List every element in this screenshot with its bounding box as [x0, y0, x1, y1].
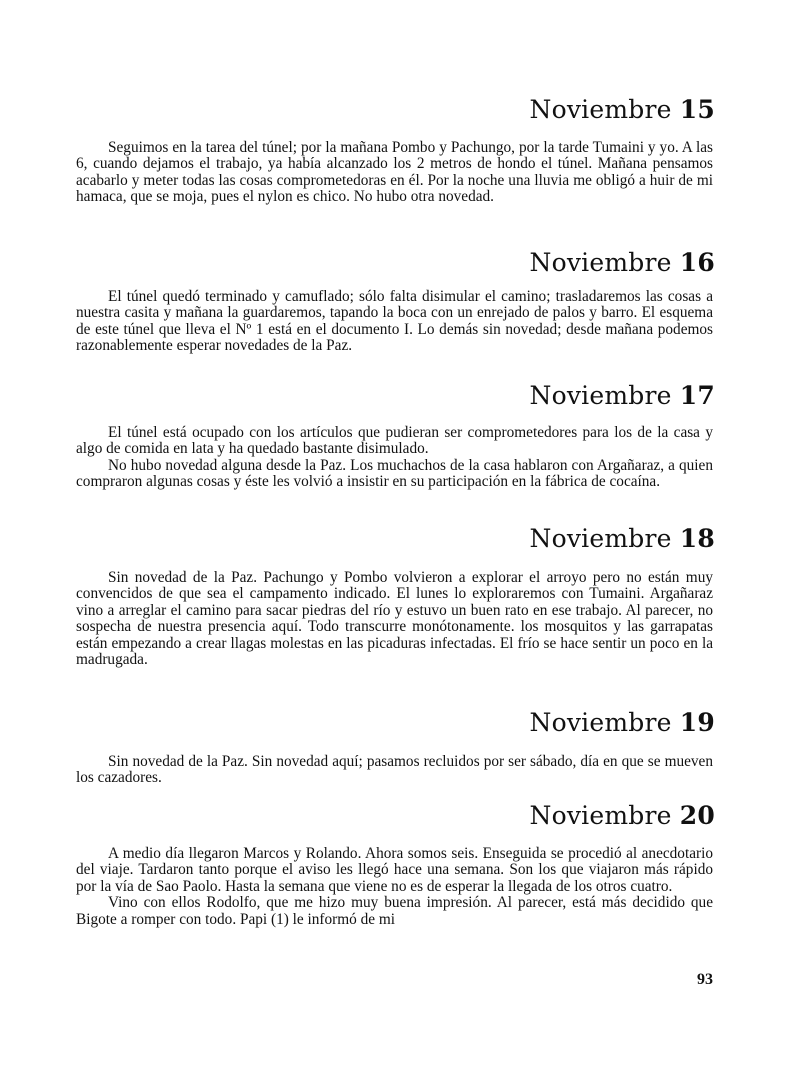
heading-month: Noviembre	[529, 708, 672, 737]
heading-day: 16	[679, 248, 715, 277]
page-number: 93	[697, 971, 713, 988]
entry-heading-nov-17	[530, 383, 715, 408]
heading-month: Noviembre	[529, 524, 672, 553]
entry-body-nov-18	[76, 570, 713, 668]
entry-heading-nov-15	[530, 97, 715, 122]
entry-body-nov-20	[76, 846, 713, 928]
entry-paragraph: Vino con ellos Rodolfo, que me hizo muy buena impresión. Al parecer, está más decidido que Bigote a romper con todo. Papi (1) le informó de mi	[76, 894, 713, 928]
entry-paragraph: Sin novedad de la Paz. Pachungo y Pombo volvieron a explorar el arroyo pero no están muy convencidos de que sea el campamento indicado. El lunes lo exploraremos con Tumaini. Argañaraz vino a arreglar el camino para sacar piedras del río y estuvo un buen rato en ese trabajo. Al parecer, no sospecha de nuestra presencia aquí. Todo transcurre monótonamente. los mosquitos y las garrapatas están empezando a crear llagas molestas en las picaduras infectadas. El frío se hace sentir un poco en la madrugada.	[76, 569, 713, 669]
entry-paragraph: El túnel está ocupado con los artículos que pudieran ser comprometedores para los de la casa y algo de comida en lata y ha quedado bastante disimulado.	[76, 424, 713, 458]
entry-paragraph: A medio día llegaron Marcos y Rolando. Ahora somos seis. Enseguida se procedió al anecdotario del viaje. Tardaron tanto porque el aviso les llegó hace una semana. Son los que viajaron más rápido por la vía de Sao Paolo. Hasta la semana que viene no es de esperar la llegada de los otros cuatro.	[76, 845, 713, 895]
entry-paragraph: Sin novedad de la Paz. Sin novedad aquí; pasamos recluidos por ser sábado, día en que se mueven los cazadores.	[76, 753, 713, 787]
heading-day: 18	[679, 524, 715, 553]
entry-paragraph: Seguimos en la tarea del túnel; por la mañana Pombo y Pachungo, por la tarde Tumaini y yo. A las 6, cuando dejamos el trabajo, ya había alcanzado los 2 metros de hondo el túnel. Mañana pensamos acabarlo y meter todas las cosas comprometedoras en él. Por la noche una lluvia me obligó a huir de mi hamaca, que se moja, pues el nylon es chico. No hubo otra novedad.	[76, 139, 713, 206]
heading-day: 19	[679, 708, 715, 737]
entry-heading-nov-18	[530, 526, 715, 551]
heading-day: 20	[679, 801, 715, 830]
entry-body-nov-19	[76, 754, 713, 787]
heading-month: Noviembre	[529, 95, 672, 124]
heading-month: Noviembre	[529, 248, 672, 277]
entry-heading-nov-19	[530, 710, 715, 735]
entry-paragraph: No hubo novedad alguna desde la Paz. Los muchachos de la casa hablaron con Argañaraz, a quien compraron algunas cosas y éste les volvió a insistir en su participación en la fábrica de cocaína.	[76, 456, 713, 491]
entry-heading-nov-16	[530, 250, 715, 275]
heading-day: 15	[679, 95, 715, 124]
heading-day: 17	[679, 381, 715, 410]
heading-month: Noviembre	[529, 801, 672, 830]
entry-body-nov-15	[76, 140, 713, 206]
entry-body-nov-17	[76, 425, 713, 491]
entry-heading-nov-20	[530, 803, 715, 828]
entry-body-nov-16	[76, 289, 713, 355]
entry-paragraph: El túnel quedó terminado y camuflado; sólo falta disimular el camino; trasladaremos las cosas a nuestra casita y mañana la guardaremos, tapando la boca con un enrejado de palos y barro. El esquema de este túnel que lleva el Nº 1 está en el documento I. Lo demás sin novedad; desde mañana podemos razonablemente esperar novedades de la Paz.	[76, 288, 713, 355]
heading-month: Noviembre	[529, 381, 672, 410]
